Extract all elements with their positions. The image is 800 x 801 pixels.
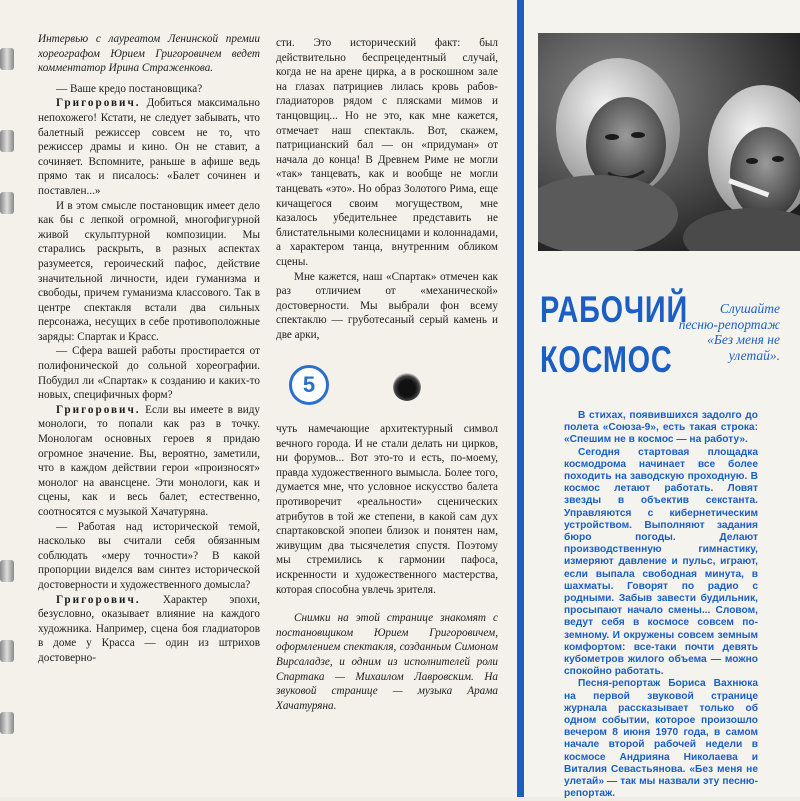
cosmonauts-photo-image: [538, 33, 800, 251]
record-spindle-hole: [393, 373, 421, 401]
photo-caption: Снимки на этой странице знакомят с постановщиком Юрием Григоровичем, оформлением спектакля, созданным Симоном Вирсаладзе, и одним из исполнителей роли Спартака — Михаилом Лавровским. На звуковой странице — музыка Арама Хачатуряна.: [276, 612, 498, 712]
interview-intro: Интервью с лауреатом Ленинской премии хореографом Юрием Григоровичем ведет комментатор Ирина Страженкова.: [38, 33, 260, 75]
speaker-name: Григорович.: [56, 97, 141, 110]
question-2: — Сфера вашей работы простирается от полифонической до сольной хореографии. Побудил ли «Спартак» к созданию и каких-то новых, специфичных форм?: [38, 345, 260, 402]
answer-1-continued: И в этом смысле постановщик имеет дело как бы с лепкой огромной, многофигурной живой скульптурной композиции. Мы старались раскрыть, в разных аспектах разумеется, героический пафос, действие значительной личности, идеи гуманизма и свободы, причем гуманизма классового. Так в центре спектакля встали два сильных персонажа, несущих в себе противоположные заряды: Спартак и Красс.: [38, 199, 260, 343]
binding-ring: [0, 712, 14, 734]
binding-ring: [0, 640, 14, 662]
headline-line-1: РАБОЧИЙ: [540, 289, 688, 330]
speaker-name: Григорович.: [56, 403, 141, 416]
article-body: [564, 410, 758, 801]
answer-3-continued: сти. Это исторический факт: был действительно беспрецедентный случай, когда не на арене цирка, а в роскошном зале на глазах патрициев лилась кровь рабов-гладиаторов рядом с плясками мимов и танцовщиц... Но не это, как мне кажется, отмечает наш спектакль. Вот, скажем, патрицианский бал — он «придуман» от начала до конца! В Древнем Риме не могли «так» танцевать, как и вообще не могли танцевать «это». Но образ Золотого Рима, еще кичащегося своим могуществом, мне казалось убедительнее представить не блистательными колесницами и колоннадами, а характером танца, внутренним обликом сцены.: [276, 37, 498, 268]
blue-divider: [517, 0, 524, 797]
speaker-name: Григорович.: [56, 593, 141, 606]
answer-3-text: Характер эпохи, безусловно, оказывает влияние на каждого художника. Например, сцена боя гладиаторов в доме у Красса — один из штрихов достоверно-: [38, 593, 260, 664]
cosmonauts-photo: [538, 33, 800, 251]
interview-column-1: [38, 32, 260, 666]
answer-3: [38, 593, 260, 666]
headline-line-2: КОСМОС: [540, 339, 673, 380]
binding-ring: [0, 48, 14, 70]
listen-note: Слушайте песню-репортаж «Без меня не улетай».: [678, 301, 780, 363]
article-paragraph-1: В стихах, появившихся задолго до полета «Союза-9», есть такая строка: «Спешим не в космос — на работу».: [564, 410, 758, 446]
interview-column-2: [276, 36, 498, 342]
interview-column-2-lower: [276, 422, 498, 713]
question-3: — Работая над исторической темой, насколько вы считали себя обязанным соблюдать «меру точности»? В какой пропорции виделся вам синтез исторической достоверности и художественного домысла?: [38, 520, 260, 591]
article-paragraph-2: Сегодня стартовая площадка космодрома начинает все более походить на заводскую проходную. В космос летают работать. Ловят звезды в объектив секстанта. Управляются с кибернетическим устройством. Выполняют задания бюро погоды. Делают производственную гимнастику, измеряют давление и пульс, играют, если выпала свободная минута, в шахматы. Говорят по радио с родными. Забыв завести будильник, просыпают начало смены... Словом, ведут себя в космосе совсем по-земному. И окружены совсем земным комфортом: все-таки почти девять кубометров жилого объема — можно спокойно работать.: [564, 446, 758, 678]
binding-ring: [0, 560, 14, 582]
answer-1-text: Добиться максимально непохожего! Кстати, не следует забывать, что балетный режиссер совсем не то, что режиссер драмы и кино. Он не ставит, а сочиняет. Вспомните, раньше в афише ведь прямо так и писалось: «Балет сочинен и поставлен...»: [38, 97, 260, 197]
article-headline: [540, 285, 688, 385]
answer-1: [38, 96, 260, 198]
binding-ring: [0, 130, 14, 152]
article-paragraph-3: Песня-репортаж Бориса Вахнюка на первой звуковой странице журнала рассказывает только об одном событии, которое произошло вечером 8 июня 1970 года, в самом начале второй рабочей недели в космосе Андрияна Николаева и Виталия Севастьянова. «Без меня не улетай» — так мы назвали эту песню-репортаж.: [564, 678, 758, 800]
answer-2-text: Если вы имеете в виду монологи, то попали как раз в точку. Монологам основных героев я придаю огромное значение. Вы, вероятно, заметили, что в каждом действии герои «произносят» монолог на авансцене. Эти монологи, как и сцены, как и весь балет, естественно, соотносятся с музыкой Хачатуряна.: [38, 403, 261, 518]
binding-ring: [0, 192, 14, 214]
answer-3-paragraph: Мне кажется, наш «Спартак» отмечен как раз отличием от «механической» достоверности. Мы выбрали фон всему спектаклю — груботесаный серый камень и две арки,: [276, 270, 498, 341]
page-number-badge: 5: [289, 365, 329, 405]
question-1: — Ваше кредо постановщика?: [56, 82, 203, 95]
answer-2: [38, 403, 260, 520]
answer-3-ending: чуть намечающие архитектурный символ вечного города. И не стали делать ни цирков, ни форумов... Вот это-то и есть, по-моему, правда художественного вымысла. Более того, думается мне, что условное искусство балета противоречит «реальности» сценических атрибутов в той же степени, в какой сам дух спартаковской эпопеи близок и понятен нам, живущим два тысячелетия спустя. Поэтому мы стремились к гармонии пафоса, искренности и художественного мастерства, которая способна увлечь зрителя.: [276, 423, 498, 596]
